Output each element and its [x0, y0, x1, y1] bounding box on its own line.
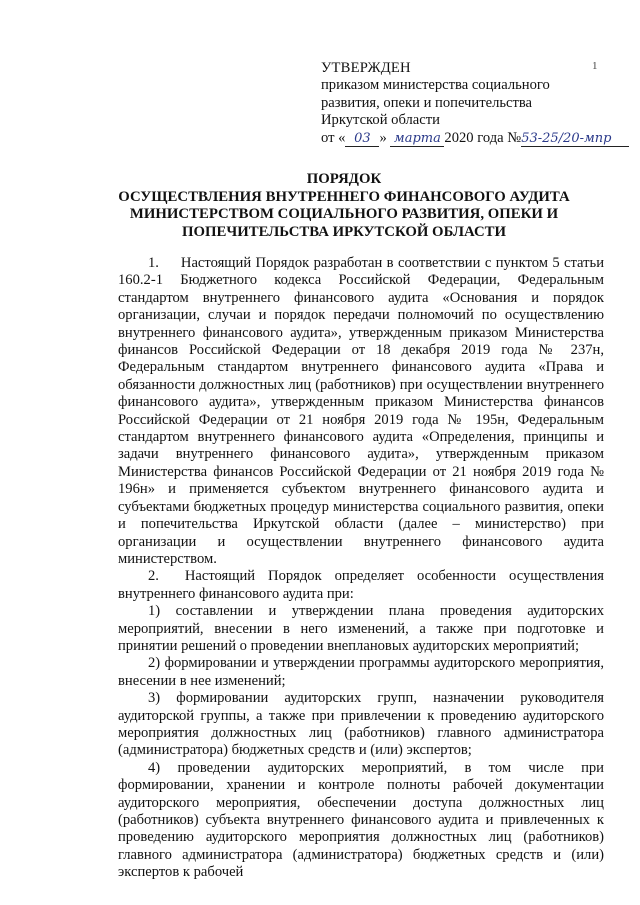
approval-line-1: приказом министерства социального: [321, 77, 550, 94]
title-line-4: ПОПЕЧИТЕЛЬСТВА ИРКУТСКОЙ ОБЛАСТИ: [181, 223, 507, 240]
paragraph-2: 2. Настоящий Порядок определяет особенности осуществления внутреннего финансового аудита при:: [118, 568, 604, 602]
document-body: [118, 255, 604, 882]
handwritten-number: 53-25/20-мпр: [521, 132, 629, 147]
approval-line-2: развития, опеки и попечительства: [321, 94, 533, 111]
date-day-suffix: »: [379, 129, 387, 146]
corner-mark: 1: [592, 60, 598, 72]
title-line-3: МИНИСТЕРСТВОМ СОЦИАЛЬНОГО РАЗВИТИЯ, ОПЕКИ И: [129, 206, 559, 223]
approval-line-3: Иркутской области: [321, 112, 440, 129]
approval-date-line: [321, 130, 621, 147]
handwritten-day: 03: [345, 132, 379, 147]
document-title: [80, 171, 608, 241]
title-line-1: ПОРЯДОК: [306, 171, 382, 187]
date-prefix: от «: [321, 129, 346, 146]
approval-stamp-block: [321, 60, 621, 147]
paragraph-1: 1. Настоящий Порядок разработан в соответствии с пунктом 5 статьи 160.2-1 Бюджетного кодекса Российской Федерации, Федеральным стандартом внутреннего финансового аудита «Основания и порядок организации, случаи и порядок передачи полномочий по осуществлению внутреннего финансового аудита», утвержденным приказом Министерства финансов Российской Федерации от 18 декабря 2019 года № 237н, Федеральным стандартом внутреннего финансового аудита «Права и обязанности должностных лиц (работников) при осуществлении внутреннего финансового аудита», утвержденным приказом Министерства финансов Российской Федерации от 21 ноября 2019 года № 195н, Федеральным стандартом внутреннего финансового аудита «Определения, принципы и задачи внутреннего финансового аудита», утвержденным приказом Министерства финансов Российской Федерации от 21 ноября 2019 года № 196н» и применяется субъектом внутреннего финансового аудита и субъектами бюджетных процедур министерства социального развития, опеки и попечительства Иркутской области (далее – министерство) при организации и осуществлении внутреннего финансового аудита министерством.: [118, 255, 604, 567]
list-item-2: 2) формировании и утверждении программы аудиторского мероприятия, внесении в нее изменений;: [118, 655, 604, 689]
list-item-4: 4) проведении аудиторских мероприятий, в том числе при формировании, хранении и контроле полноты рабочей документации аудиторского мероприятия, обеспечении доступа должностных лиц (работников) субъекта внутреннего финансового аудита и привлеченных к проведению аудиторского мероприятия должностных лиц (работников) главного администратора (администратора) бюджетных средств и (или) экспертов к рабочей: [118, 759, 604, 881]
title-line-2: ОСУЩЕСТВЛЕНИЯ ВНУТРЕННЕГО ФИНАНСОВОГО АУДИТА: [118, 188, 570, 205]
date-year-text: 2020 года №: [444, 129, 522, 146]
list-item-1: 1) составлении и утверждении плана проведения аудиторских мероприятий, внесении в него изменений, а также при подготовке и принятии решений о проведении внеплановых аудиторских мероприятий;: [118, 603, 604, 654]
handwritten-month: марта: [390, 132, 444, 147]
list-item-3: 3) формировании аудиторских групп, назначении руководителя аудиторской группы, а также при привлечении к проведению аудиторского мероприятия должностных лиц (работников) главного администратора (администратора) бюджетных средств и (или) экспертов;: [118, 690, 604, 759]
approval-title: УТВЕРЖДЕН: [321, 60, 411, 76]
